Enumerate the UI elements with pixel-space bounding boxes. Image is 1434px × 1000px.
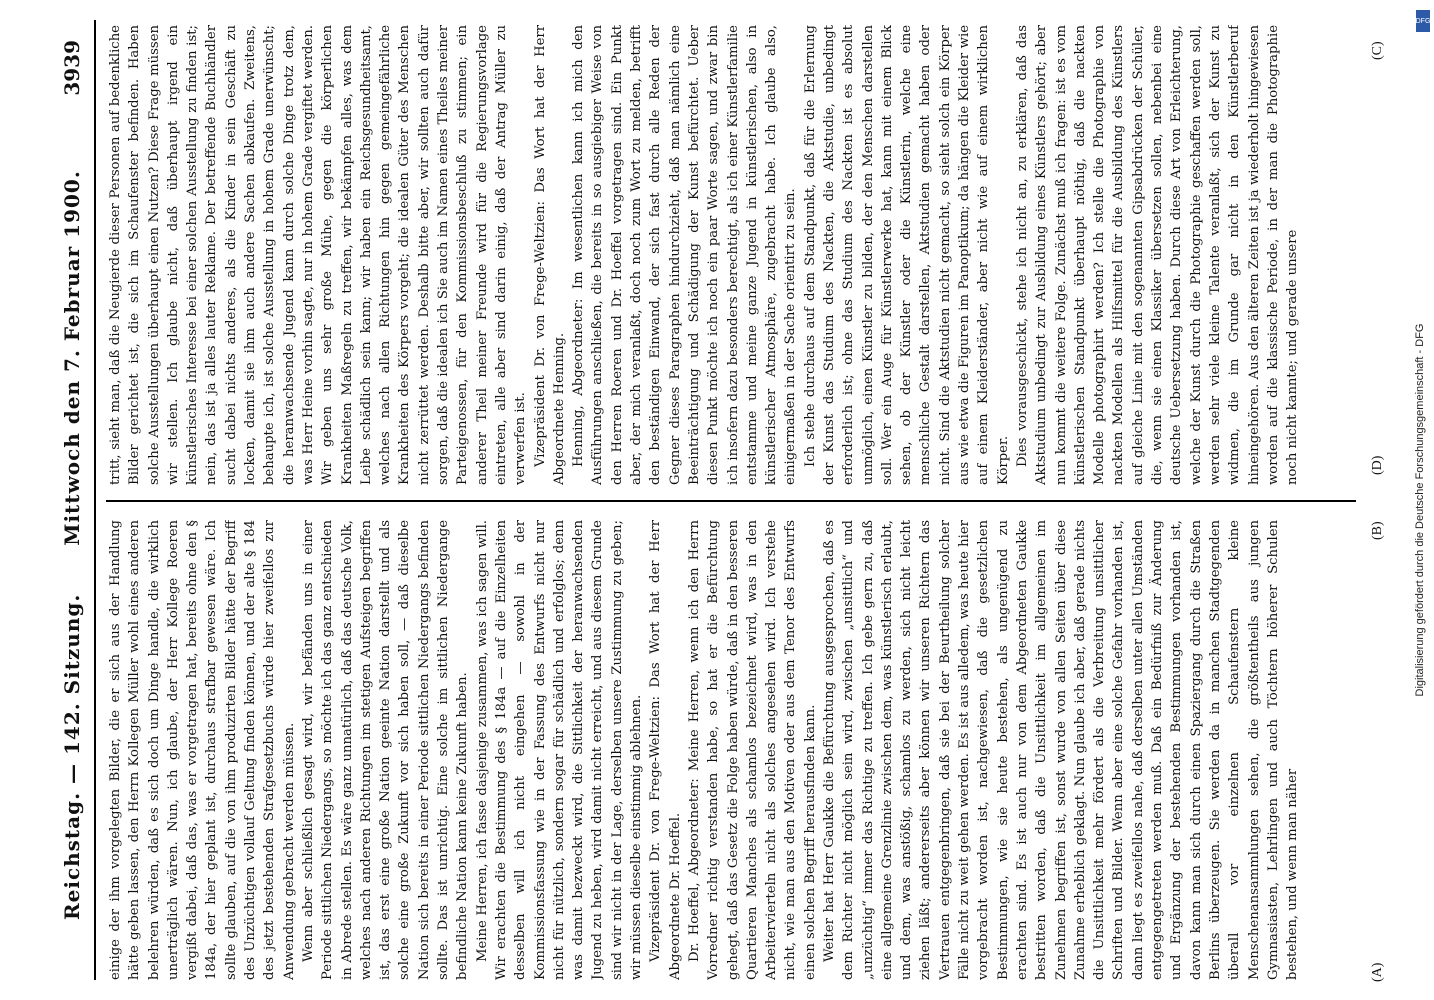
right-paragraph: Vizepräsident Dr. von Frege-Weltzien: Das Wort hat der Herr Abgeordnete Henning. xyxy=(532,25,567,485)
right-paragraph: Ich stehe durchaus auf dem Standpunkt, daß für die Erlernung der Kunst das Studium des Nackten, die Aktstudie, unbedingt erforderlich ist; ohne das Studium des Nackten ist es absolut unmöglich, einen Künstler zu bilden, der den Menschen darstellen soll. Wer ein Auge für Künstlerwerke hat, kann mit einem Blick sehen, ob der Künstler oder die Künstlerin, welche eine menschliche Gestalt darstellen, Aktstudien gemacht haben oder nicht. Sind die Aktstudien nicht gemacht, so sieht solch ein Körper aus wie etwa die Figuren im Panoptikum; da hängen die Kleider wie auf einem Kleiderständer, aber nicht wie auf einem wirklichen Körper. xyxy=(802,25,1011,485)
digitization-note xyxy=(1410,40,1430,980)
right-paragraph: tritt, sieht man, daß die Neugierde dieser Personen auf bedenkliche Bilder gerichtet ist, die sich im Schaufenster befinden. Haben solche Ausstellungen überhaupt einen Nutzen? Diese Frage müssen wir stellen. Ich glaube nicht, daß überhaupt irgend ein künstlerisches Interesse bei einer solchen Ausstellung zu finden ist; nein, das ist ja alles lauter Reklame. Der betreffende Buchhändler sucht dabei nichts anderes, als die Kinder in sein Geschäft zu locken, damit sie ihm auch andere Sachen abkaufen. Zweitens, behaupte ich, ist solche Ausstellung in hohem Grade unerwünscht; die heranwachsende Jugend kann durch solche Dinge trotz dem, was Herr Heine vorhin sagte, nur in hohem Grade vergiftet werden. Wir geben uns sehr große Mühe, gegen die körperlichen Krankheiten Maßregeln zu treffen, wir bekämpfen alles, was dem Leibe schädlich sein kann; wir haben ein Reichsgesundheitsamt, welches nach allen Richtungen hin gegen gemeingefährliche Krankheiten des Körpers vorgeht; die idealen Güter des Menschen nicht zerrüttet werden. Deshalb bitte aber, wir sollten auch dafür sorgen, daß die idealen ich Sie auch im Namen eines Theiles meiner Parteigenossen, für den Kommissionsbeschluß zu stimmen; ein anderer Theil meiner Freunde wird für die Regierungsvorlage eintreten, alle aber sind darin einig, daß der Antrag Müller zu verwerfen ist. xyxy=(108,25,529,485)
dfg-logo: DFG xyxy=(1416,10,1430,32)
left-paragraph: Dr. Hoeffel, Abgeordneter: Meine Herren, wenn ich den Herrn Vorredner richtig verstanden habe, so hat er die Befürchtung gehegt, daß das Gesetz die Folge haben würde, daß in den besseren Quartieren Manches als schamlos bezeichnet wird, was in den Arbeitervierteln nicht als solches angesehen wird. Ich verstehe nicht, wie man aus den Motiven oder aus dem Tenor des Entwurfs einen solchen Begriff herausfinden kann. xyxy=(686,520,818,980)
left-paragraph: einige der ihm vorgelegten Bilder, die er sich aus der Handlung hätte geben lassen, den Herrn Kollegen Müller wohl eines anderen belehren würden, daß es sich doch um Dinge handle, die wirklich unerträglich wären. Nun, ich glaube, der Herr Kollege Roeren vergißt dabei, daß das, was er vorgetragen hat, bereits ohne den § 184a, der hier geplant ist, durchaus strafbar gewesen wäre. Ich sollte glauben, auf die von ihm produzirten Bilder hätte der Begriff des Unzüchtigen vollauf Geltung finden können, und der alte § 184 des jetzt bestehenden Strafgesetzbuchs würde hier zweifellos zur Anwendung gebracht werden müssen. xyxy=(108,520,297,980)
margin-marker-a: (A) xyxy=(1370,962,1385,982)
header-session-title xyxy=(60,170,84,920)
left-paragraph: Weiter hat Herr Gaukke die Befürchtung ausgesprochen, daß es dem Richter nicht möglich sein wird, zwischen „unsittlich“ und „unzüchtig“ immer das Richtige zu treffen. Ich gebe gern zu, daß eine allgemeine Grenzlinie zwischen dem, was künstlerisch erlaubt, und dem, was anstößig, schamlos zu werden, sich nicht leicht ziehen läßt; andererseits aber können wir unseren Richtern das Vertrauen entgegenbringen, daß sie bei der Beurtheilung solcher Fälle nicht zu weit gehen werden. Es ist aus alledem, was heute hier vorgebracht worden ist, nachgewiesen, daß die gesetzlichen Bestimmungen, wie sie heute bestehen, als ungenügend zu erachten sind. Es ist auch nur von dem Abgeordneten Gaukke bestritten worden, daß die Unsittlichkeit im allgemeinen im Zunehmen begriffen ist, sonst wurde von allen Seiten über diese Zunahme erheblich geklagt. Nun glaube ich aber, daß gerade nichts die Unsittlichkeit mehr fördert als die Verbreitung unsittlicher Schriften und Bilder. Wenn aber eine solche Gefahr vorhanden ist, dann liegt es zweifellos nahe, daß derselben unter allen Umständen entgegengetreten werden muß. Daß ein Bedürfniß zur Änderung und Ergänzung der bestehenden Bestimmungen vorhanden ist, davon kann man sich durch einen Spaziergang durch die Straßen Berlins überzeugen. Sie werden da in manchen Stadtgegenden überall vor einzelnen Schaufenstern kleine Menschenansammlungen sehen, die größtentheils aus jungen Gymnasiasten, Lehrlingen und auch Töchtern höherer Schulen bestehen, und wenn man näher xyxy=(821,520,1301,980)
page-header xyxy=(52,20,92,980)
left-paragraph: Vizepräsident Dr. von Frege-Weltzien: Das Wort hat der Herr Abgeordnete Dr. Hoeffel. xyxy=(648,520,683,980)
margin-marker-d: (D) xyxy=(1370,455,1385,475)
page-number: 3939 xyxy=(60,40,84,96)
right-column xyxy=(106,25,1366,485)
rotated-page-content xyxy=(52,20,1385,982)
left-paragraph: Meine Herren, ich fasse dasjenige zusammen, was ich sagen will. Wir erachten die Bestimmung des § 184a — auf die Einzelheiten desselben will ich nicht eingehen — sowohl in der Kommissionsfassung wie in der Fassung des Entwurfs nicht nur nicht für nützlich, sondern sogar für schädlich und erfolglos; denn was damit bezweckt wird, die Sittlichkeit der heranwachsenden Jugend zu heben, wird damit nicht erreicht, und aus diesem Grunde sind wir nicht in der Lage, derselben unsere Zustimmung zu geben; wir müssen dieselbe einstimmig ablehnen. xyxy=(474,520,645,980)
header-left-text: Reichstag. — 142. Sitzung. xyxy=(60,593,84,920)
right-paragraph: Henning, Abgeordneter: Im wesentlichen kann ich mich den Ausführungen anschließen, die bereits in so ausgiebiger Weise von den Herren Roeren und Dr. Hoeffel vorgetragen sind. Ein Punkt aber, der mich veranlaßt, doch noch zum Wort zu melden, betrifft den beständigen Einwand, der sich fast durch alle Reden der Gegner dieses Paragraphen hindurchzieht, daß man nämlich eine Beeinträchtigung und Schädigung der Kunst befürchtet. Ueber diesen Punkt möchte ich noch ein paar Worte sagen, und zwar bin ich insofern dazu besonders berechtigt, als ich einer Künstlerfamilie entstamme und meine ganze Jugend in künstlerischen, also in künstlerischer Atmosphäre, zugebracht habe. Ich glaube also, einigermaßen in der Sache orientirt zu sein. xyxy=(571,25,799,485)
header-rule xyxy=(94,20,96,980)
right-paragraph: Dies vorausgeschickt, stehe ich nicht an, zu erklären, daß das Aktstudium unbedingt zur Ausbildung eines Künstlers gehört; aber nun kommt die weitere Folge. Zunächst muß ich fragen: ist es vom künstlerischen Standpunkt überhaupt nöthig, daß die nackten Modelle photographirt werden? Ich stelle die Photographie von nackten Modellen als Hilfsmittel für die Ausbildung des Künstlers auf gleiche Linie mit den sogenannten Gipsabdrücken der Schüler, die, wenn sie einen Klassiker übersetzen sollen, nebenbei eine deutsche Uebersetzung haben. Durch diese Art von Erleichterung, welche der Kunst durch die Photographie geschaffen werden soll, werden sehr viele kleine Talente veranlaßt, sich der Kunst zu widmen, die im Grunde gar nicht in den Künstlerberuf hineingehören. Aus den älteren Zeiten ist ja wiederholt hingewiesen worden auf die klassische Periode, in der man die Photographie noch nicht kannte; und gerade unsere xyxy=(1014,25,1301,485)
margin-marker-c: (C) xyxy=(1370,41,1385,60)
digitization-note-text: Digitalisierung gefördert durch die Deutsche Forschungsgemeinschaft - DFG xyxy=(1414,323,1426,697)
column-divider xyxy=(106,500,1356,502)
header-date: Mittwoch den 7. Februar 1900. xyxy=(60,170,84,546)
margin-marker-b: (B) xyxy=(1370,521,1385,540)
left-column xyxy=(106,520,1366,980)
left-paragraph: Wenn aber schließlich gesagt wird, wir befänden uns in einer Periode sittlichen Niedergangs, so möchte ich das ganz entschieden in Abrede stellen. Es wäre ganz unnatürlich, daß das deutsche Volk, welches nach anderen Richtungen im stetigen Aufsteigen begriffen ist, das erst eine große Nation geeinte Nation darstellt und als solche eine große Zukunft vor sich haben soll, — daß dieselbe Nation sich bereits in einer Periode sittlichen Niedergangs befinden sollte. Das ist unrichtig. Eine solche im sittlichen Niedergange befindliche Nation kann keine Zukunft haben. xyxy=(300,520,471,980)
